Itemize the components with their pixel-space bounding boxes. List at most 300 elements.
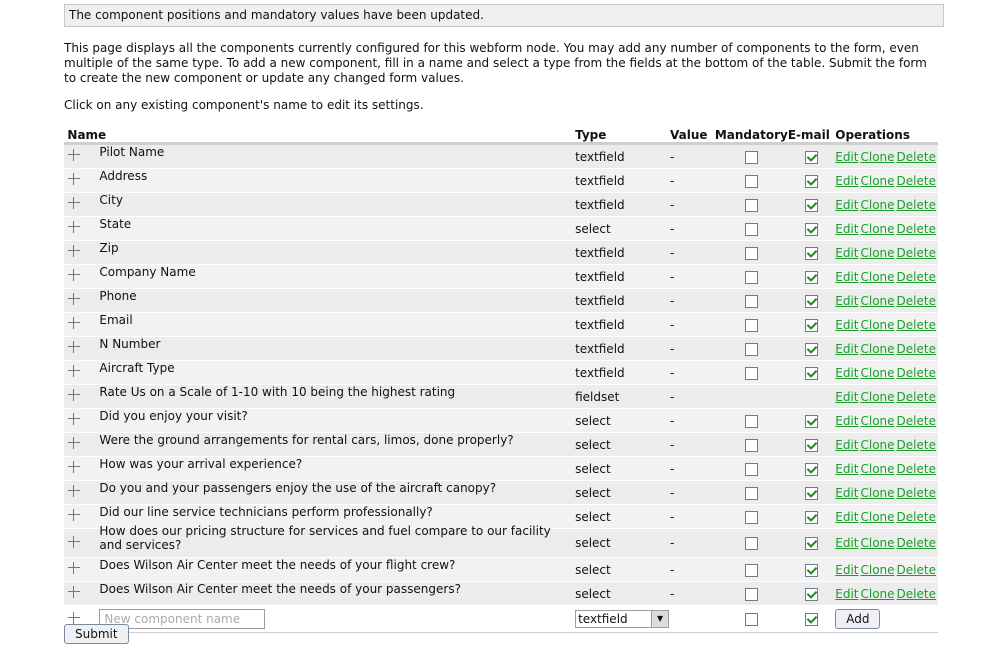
delete-link[interactable]: Delete — [896, 293, 936, 308]
clone-link[interactable]: Clone — [860, 562, 895, 577]
component-name[interactable]: State — [99, 216, 132, 231]
component-name-cell — [99, 582, 575, 606]
component-name[interactable]: Phone — [99, 288, 137, 303]
component-type: textfield — [575, 144, 670, 169]
component-name-cell — [99, 524, 575, 558]
email-checkbox[interactable] — [805, 487, 818, 500]
mandatory-cell — [715, 582, 788, 606]
mandatory-cell — [715, 481, 788, 505]
component-name[interactable]: Company Name — [99, 264, 196, 279]
mandatory-cell — [715, 241, 788, 265]
clone-link[interactable]: Clone — [860, 389, 895, 404]
drag-handle-icon — [68, 562, 80, 574]
component-type: textfield — [575, 313, 670, 337]
mandatory-cell — [715, 457, 788, 481]
drag-handle-icon — [68, 612, 80, 624]
email-cell — [788, 385, 835, 409]
component-type: textfield — [575, 361, 670, 385]
email-cell — [788, 505, 835, 529]
delete-link[interactable]: Delete — [896, 317, 936, 332]
edit-link[interactable]: Edit — [835, 317, 859, 332]
edit-link[interactable]: Edit — [835, 461, 859, 476]
table-row — [64, 337, 938, 361]
email-checkbox[interactable] — [805, 295, 818, 308]
edit-link[interactable]: Edit — [835, 293, 859, 308]
component-name-cell — [99, 457, 575, 481]
new-email-checkbox[interactable] — [805, 613, 818, 626]
components-table — [64, 124, 938, 633]
drag-handle[interactable] — [64, 289, 99, 313]
component-name[interactable]: Were the ground arrangements for rental cars, limos, done properly? — [99, 432, 514, 447]
operations-cell — [835, 193, 938, 217]
table-row — [64, 193, 938, 217]
component-name[interactable]: Does Wilson Air Center meet the needs of your flight crew? — [99, 557, 456, 572]
new-ops-cell — [835, 606, 938, 633]
drag-handle[interactable] — [64, 361, 99, 385]
drag-handle[interactable] — [64, 558, 99, 582]
mandatory-checkbox[interactable] — [745, 271, 758, 284]
component-value: - — [670, 529, 715, 558]
component-value: - — [670, 385, 715, 409]
clone-link[interactable]: Clone — [860, 221, 895, 236]
email-checkbox[interactable] — [805, 511, 818, 524]
new-component-type-value: textfield — [578, 612, 628, 626]
operations-cell — [835, 385, 938, 409]
component-value: - — [670, 505, 715, 529]
component-name-cell — [99, 385, 575, 409]
submit-button[interactable]: Submit — [64, 624, 129, 644]
drag-handle-icon — [68, 536, 80, 548]
clone-link[interactable]: Clone — [860, 437, 895, 452]
component-value: - — [670, 409, 715, 433]
delete-link[interactable]: Delete — [896, 173, 936, 188]
delete-link[interactable]: Delete — [896, 341, 936, 356]
mandatory-checkbox[interactable] — [745, 415, 758, 428]
col-operations: Operations — [835, 124, 938, 144]
edit-link[interactable]: Edit — [835, 341, 859, 356]
email-checkbox[interactable] — [805, 343, 818, 356]
email-checkbox[interactable] — [805, 175, 818, 188]
edit-link[interactable]: Edit — [835, 149, 859, 164]
mandatory-checkbox[interactable] — [745, 295, 758, 308]
component-name[interactable]: Did you enjoy your visit? — [99, 408, 248, 423]
edit-link[interactable]: Edit — [835, 562, 859, 577]
add-button[interactable]: Add — [835, 609, 880, 629]
operations-cell — [835, 289, 938, 313]
operations-cell — [835, 241, 938, 265]
operations-cell — [835, 505, 938, 529]
table-row — [64, 457, 938, 481]
drag-handle-icon — [68, 365, 80, 377]
email-checkbox[interactable] — [805, 463, 818, 476]
component-name[interactable]: Do you and your passengers enjoy the use of the aircraft canopy? — [99, 480, 497, 495]
mandatory-cell — [715, 289, 788, 313]
drag-handle-icon — [68, 149, 80, 161]
component-name[interactable]: Email — [99, 312, 133, 327]
drag-handle-icon — [68, 245, 80, 257]
new-email-cell — [788, 606, 835, 633]
new-mandatory-cell — [715, 606, 788, 633]
drag-handle-icon — [68, 317, 80, 329]
mandatory-cell — [715, 385, 788, 409]
component-type: textfield — [575, 169, 670, 193]
clone-link[interactable]: Clone — [860, 245, 895, 260]
mandatory-checkbox[interactable] — [745, 588, 758, 601]
email-cell — [788, 241, 835, 265]
email-checkbox[interactable] — [805, 271, 818, 284]
clone-link[interactable]: Clone — [860, 485, 895, 500]
mandatory-cell — [715, 529, 788, 558]
mandatory-checkbox[interactable] — [745, 199, 758, 212]
operations-cell — [835, 361, 938, 385]
table-row — [64, 361, 938, 385]
table-row — [64, 241, 938, 265]
drag-handle-icon — [68, 173, 80, 185]
component-value: - — [670, 337, 715, 361]
component-name[interactable]: N Number — [99, 336, 161, 351]
component-name[interactable]: Address — [99, 168, 148, 183]
component-type: textfield — [575, 289, 670, 313]
drag-handle[interactable] — [64, 313, 99, 337]
drag-handle[interactable] — [64, 217, 99, 241]
component-value: - — [670, 265, 715, 289]
component-name-cell — [99, 361, 575, 385]
drag-handle[interactable] — [64, 241, 99, 265]
drag-handle-icon — [68, 437, 80, 449]
new-component-row — [64, 606, 938, 633]
drag-handle[interactable] — [64, 337, 99, 361]
drag-handle[interactable] — [64, 409, 99, 433]
component-name-cell — [99, 217, 575, 241]
component-type: select — [575, 558, 670, 582]
component-name[interactable]: Pilot Name — [99, 144, 165, 159]
component-name-cell — [99, 144, 575, 169]
chevron-down-icon: ▼ — [651, 611, 668, 627]
table-row — [64, 289, 938, 313]
email-cell — [788, 433, 835, 457]
component-name-cell — [99, 558, 575, 582]
component-type: textfield — [575, 193, 670, 217]
email-cell — [788, 582, 835, 606]
component-type: select — [575, 505, 670, 529]
clone-link[interactable]: Clone — [860, 509, 895, 524]
drag-handle[interactable] — [64, 457, 99, 481]
component-value: - — [670, 457, 715, 481]
drag-handle[interactable] — [64, 385, 99, 409]
mandatory-cell — [715, 169, 788, 193]
delete-link[interactable]: Delete — [896, 437, 936, 452]
delete-link[interactable]: Delete — [896, 562, 936, 577]
component-name-cell — [99, 433, 575, 457]
edit-link[interactable]: Edit — [835, 389, 859, 404]
drag-handle-icon — [68, 269, 80, 281]
drag-handle[interactable] — [64, 505, 99, 529]
status-message: The component positions and mandatory values have been updated. — [64, 4, 944, 27]
operations-cell — [835, 265, 938, 289]
component-name-cell — [99, 241, 575, 265]
operations-cell — [835, 558, 938, 582]
component-name[interactable]: Did our line service technicians perform professionally? — [99, 504, 433, 519]
delete-link[interactable]: Delete — [896, 245, 936, 260]
drag-handle-icon — [68, 413, 80, 425]
clone-link[interactable]: Clone — [860, 341, 895, 356]
component-name-cell — [99, 313, 575, 337]
operations-cell — [835, 337, 938, 361]
component-value: - — [670, 169, 715, 193]
email-cell — [788, 409, 835, 433]
email-cell — [788, 313, 835, 337]
new-mandatory-checkbox[interactable] — [745, 613, 758, 626]
component-type: select — [575, 457, 670, 481]
component-type: textfield — [575, 241, 670, 265]
mandatory-checkbox[interactable] — [745, 511, 758, 524]
edit-link[interactable]: Edit — [835, 365, 859, 380]
drag-handle-icon — [68, 197, 80, 209]
clone-link[interactable]: Clone — [860, 413, 895, 428]
mandatory-cell — [715, 558, 788, 582]
email-cell — [788, 265, 835, 289]
mandatory-checkbox[interactable] — [745, 151, 758, 164]
mandatory-cell — [715, 409, 788, 433]
component-name-cell — [99, 337, 575, 361]
drag-handle-icon — [68, 461, 80, 473]
edit-link[interactable]: Edit — [835, 586, 859, 601]
edit-link[interactable]: Edit — [835, 413, 859, 428]
component-name-cell — [99, 169, 575, 193]
edit-link[interactable]: Edit — [835, 197, 859, 212]
email-cell — [788, 337, 835, 361]
edit-link[interactable]: Edit — [835, 437, 859, 452]
email-cell — [788, 169, 835, 193]
intro-text: This page displays all the components currently configured for this webform node. You may add any number of components to the form, even multiple of the same type. To add a new component, fill in a name and select a type from the fields at the bottom of the table. Submit the form to create the new component or update any changed form values. — [64, 41, 927, 85]
drag-handle-icon — [68, 586, 80, 598]
table-row — [64, 144, 938, 169]
table-row — [64, 433, 938, 457]
component-name-cell — [99, 481, 575, 505]
col-type: Type — [575, 124, 670, 144]
table-row — [64, 265, 938, 289]
new-type-cell — [575, 606, 670, 633]
operations-cell — [835, 217, 938, 241]
email-checkbox[interactable] — [805, 415, 818, 428]
new-component-type-select[interactable] — [575, 610, 669, 628]
clone-link[interactable]: Clone — [860, 269, 895, 284]
drag-handle[interactable] — [64, 433, 99, 457]
mandatory-cell — [715, 265, 788, 289]
drag-handle-icon — [68, 485, 80, 497]
mandatory-checkbox[interactable] — [745, 487, 758, 500]
edit-link[interactable]: Edit — [835, 485, 859, 500]
operations-cell — [835, 144, 938, 169]
component-value: - — [670, 144, 715, 169]
col-value: Value — [670, 124, 715, 144]
component-name[interactable]: City — [99, 192, 123, 207]
operations-cell — [835, 529, 938, 558]
component-name[interactable]: How was your arrival experience? — [99, 456, 303, 471]
clone-link[interactable]: Clone — [860, 365, 895, 380]
component-name-cell — [99, 265, 575, 289]
delete-link[interactable]: Delete — [896, 149, 936, 164]
delete-link[interactable]: Delete — [896, 269, 936, 284]
component-name[interactable]: How does our pricing structure for services and fuel compare to our facility and services? — [99, 524, 551, 552]
email-cell — [788, 217, 835, 241]
drag-handle[interactable] — [64, 265, 99, 289]
component-type: select — [575, 409, 670, 433]
component-value: - — [670, 193, 715, 217]
delete-link[interactable]: Delete — [896, 365, 936, 380]
component-name-cell — [99, 193, 575, 217]
component-type: select — [575, 529, 670, 558]
delete-link[interactable]: Delete — [896, 389, 936, 404]
mandatory-checkbox[interactable] — [745, 439, 758, 452]
email-cell — [788, 558, 835, 582]
clone-link[interactable]: Clone — [860, 586, 895, 601]
col-email: E-mail — [788, 124, 835, 144]
email-checkbox[interactable] — [805, 223, 818, 236]
drag-handle-icon — [68, 293, 80, 305]
edit-hint: Click on any existing component's name to edit its settings. — [64, 98, 424, 112]
operations-cell — [835, 433, 938, 457]
component-type: textfield — [575, 265, 670, 289]
component-value: - — [670, 361, 715, 385]
clone-link[interactable]: Clone — [860, 173, 895, 188]
drag-handle[interactable] — [64, 529, 99, 558]
drag-handle-icon — [68, 341, 80, 353]
clone-link[interactable]: Clone — [860, 149, 895, 164]
mandatory-checkbox[interactable] — [745, 564, 758, 577]
operations-cell — [835, 582, 938, 606]
component-type: select — [575, 433, 670, 457]
delete-link[interactable]: Delete — [896, 197, 936, 212]
delete-link[interactable]: Delete — [896, 413, 936, 428]
email-checkbox[interactable] — [805, 439, 818, 452]
table-row — [64, 481, 938, 505]
clone-link[interactable]: Clone — [860, 461, 895, 476]
component-value: - — [670, 433, 715, 457]
email-checkbox[interactable] — [805, 367, 818, 380]
drag-handle-icon — [68, 389, 80, 401]
table-row — [64, 558, 938, 582]
delete-link[interactable]: Delete — [896, 221, 936, 236]
drag-handle[interactable] — [64, 144, 99, 169]
email-cell — [788, 193, 835, 217]
operations-cell — [835, 313, 938, 337]
edit-link[interactable]: Edit — [835, 509, 859, 524]
email-checkbox[interactable] — [805, 537, 818, 550]
drag-handle[interactable] — [64, 582, 99, 606]
mandatory-cell — [715, 505, 788, 529]
email-cell — [788, 144, 835, 169]
drag-handle-icon — [68, 509, 80, 521]
mandatory-checkbox[interactable] — [745, 175, 758, 188]
table-row — [64, 217, 938, 241]
component-value: - — [670, 582, 715, 606]
drag-handle[interactable] — [64, 481, 99, 505]
table-row — [64, 169, 938, 193]
delete-link[interactable]: Delete — [896, 509, 936, 524]
mandatory-cell — [715, 361, 788, 385]
component-type: textfield — [575, 337, 670, 361]
mandatory-cell — [715, 193, 788, 217]
clone-link[interactable]: Clone — [860, 317, 895, 332]
email-checkbox[interactable] — [805, 319, 818, 332]
email-cell — [788, 481, 835, 505]
component-type: fieldset — [575, 385, 670, 409]
component-value: - — [670, 217, 715, 241]
clone-link[interactable]: Clone — [860, 293, 895, 308]
email-cell — [788, 361, 835, 385]
component-name[interactable]: Zip — [99, 240, 119, 255]
component-value: - — [670, 481, 715, 505]
table-header — [64, 124, 938, 144]
mandatory-checkbox[interactable] — [745, 367, 758, 380]
edit-link[interactable]: Edit — [835, 269, 859, 284]
mandatory-cell — [715, 144, 788, 169]
table-row — [64, 313, 938, 337]
component-value: - — [670, 558, 715, 582]
mandatory-checkbox[interactable] — [745, 463, 758, 476]
email-checkbox[interactable] — [805, 564, 818, 577]
operations-cell — [835, 457, 938, 481]
delete-link[interactable]: Delete — [896, 586, 936, 601]
email-checkbox[interactable] — [805, 199, 818, 212]
table-row — [64, 409, 938, 433]
mandatory-checkbox[interactable] — [745, 319, 758, 332]
email-checkbox[interactable] — [805, 247, 818, 260]
col-mandatory: Mandatory — [715, 124, 788, 144]
email-cell — [788, 289, 835, 313]
clone-link[interactable]: Clone — [860, 197, 895, 212]
component-type: select — [575, 481, 670, 505]
email-checkbox[interactable] — [805, 151, 818, 164]
email-checkbox[interactable] — [805, 588, 818, 601]
mandatory-checkbox[interactable] — [745, 343, 758, 356]
edit-link[interactable]: Edit — [835, 536, 859, 550]
component-value: - — [670, 313, 715, 337]
mandatory-checkbox[interactable] — [745, 537, 758, 550]
operations-cell — [835, 481, 938, 505]
edit-link[interactable]: Edit — [835, 221, 859, 236]
email-cell — [788, 529, 835, 558]
component-name[interactable]: Rate Us on a Scale of 1-10 with 10 being the highest rating — [99, 384, 456, 399]
table-row — [64, 385, 938, 409]
email-cell — [788, 457, 835, 481]
new-value-cell — [670, 606, 715, 633]
new-name-cell — [99, 606, 575, 633]
drag-handle-icon — [68, 221, 80, 233]
col-name: Name — [99, 124, 575, 144]
mandatory-cell — [715, 217, 788, 241]
drag-handle[interactable] — [64, 169, 99, 193]
edit-link[interactable]: Edit — [835, 245, 859, 260]
mandatory-checkbox[interactable] — [745, 223, 758, 236]
table-row — [64, 529, 938, 558]
mandatory-checkbox[interactable] — [745, 247, 758, 260]
delete-link[interactable]: Delete — [896, 461, 936, 476]
component-value: - — [670, 289, 715, 313]
mandatory-cell — [715, 337, 788, 361]
edit-link[interactable]: Edit — [835, 173, 859, 188]
component-name[interactable]: Does Wilson Air Center meet the needs of your passengers? — [99, 581, 461, 596]
mandatory-cell — [715, 433, 788, 457]
clone-link[interactable]: Clone — [860, 536, 895, 550]
delete-link[interactable]: Delete — [896, 485, 936, 500]
drag-handle[interactable] — [64, 193, 99, 217]
component-name-cell — [99, 289, 575, 313]
delete-link[interactable]: Delete — [896, 536, 936, 550]
mandatory-cell — [715, 313, 788, 337]
component-name[interactable]: Aircraft Type — [99, 360, 175, 375]
